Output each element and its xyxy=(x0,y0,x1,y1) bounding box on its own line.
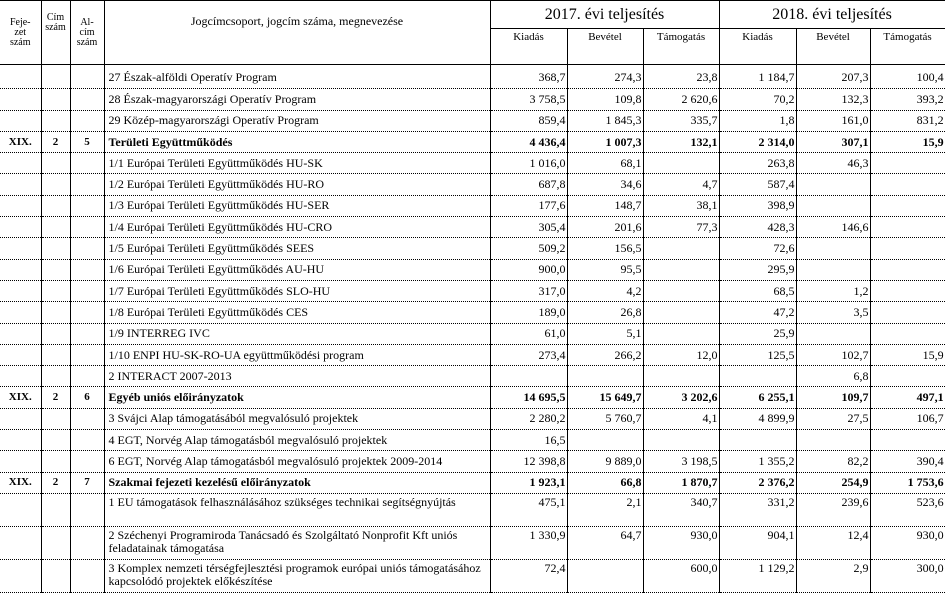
value-kiadas-2017: 61,0 xyxy=(490,323,567,344)
row-label: 1/10 ENPI HU-SK-RO-UA együttműködési program xyxy=(104,344,490,365)
row-label: 1/3 Európai Területi Együttműködés HU-SER xyxy=(104,195,490,216)
fejezet-cell xyxy=(0,217,41,238)
value-kiadas-2018: 1,8 xyxy=(719,110,796,131)
value-bevetel-2017: 4,2 xyxy=(567,280,643,301)
value-kiadas-2018: 1 355,2 xyxy=(719,451,796,472)
value-kiadas-2017: 72,4 xyxy=(490,559,567,592)
table-row xyxy=(0,68,945,89)
fejezet-cell xyxy=(0,302,41,323)
header-col-bevetel-2017: Bevétel xyxy=(567,29,643,65)
value-kiadas-2018: 2 314,0 xyxy=(719,131,796,152)
value-kiadas-2018: 295,9 xyxy=(719,259,796,280)
value-kiadas-2017: 16,5 xyxy=(490,430,567,451)
value-bevetel-2018: 3,5 xyxy=(796,302,870,323)
value-tamogatas-2018: 15,9 xyxy=(870,131,945,152)
value-bevetel-2017: 1 845,3 xyxy=(567,110,643,131)
row-label: 1/1 Európai Területi Együttműködés HU-SK xyxy=(104,153,490,174)
value-bevetel-2017: 64,7 xyxy=(567,526,643,559)
value-kiadas-2018: 1 184,7 xyxy=(719,68,796,89)
value-bevetel-2017: 1 007,3 xyxy=(567,131,643,152)
alcim-cell xyxy=(70,451,104,472)
table-row xyxy=(0,217,945,238)
value-kiadas-2017: 900,0 xyxy=(490,259,567,280)
value-kiadas-2017: 475,1 xyxy=(490,493,567,526)
value-tamogatas-2018 xyxy=(870,195,945,216)
table-row xyxy=(0,195,945,216)
value-kiadas-2018: 904,1 xyxy=(719,526,796,559)
table-row xyxy=(0,238,945,259)
value-kiadas-2017: 305,4 xyxy=(490,217,567,238)
table-row xyxy=(0,302,945,323)
alcim-cell xyxy=(70,559,104,592)
value-tamogatas-2018 xyxy=(870,238,945,259)
table-row xyxy=(0,526,945,559)
value-bevetel-2017: 201,6 xyxy=(567,217,643,238)
value-tamogatas-2017: 77,3 xyxy=(643,217,719,238)
value-tamogatas-2017: 4,7 xyxy=(643,174,719,195)
value-tamogatas-2018 xyxy=(870,302,945,323)
cim-cell xyxy=(41,526,70,559)
row-label: Egyéb uniós előirányzatok xyxy=(104,387,490,408)
alcim-cell xyxy=(70,366,104,387)
value-tamogatas-2018: 831,2 xyxy=(870,110,945,131)
value-bevetel-2017 xyxy=(567,366,643,387)
cim-cell xyxy=(41,217,70,238)
value-tamogatas-2017: 132,1 xyxy=(643,131,719,152)
value-kiadas-2018 xyxy=(719,366,796,387)
row-label: 3 Svájci Alap támogatásából megvalósuló projektek xyxy=(104,408,490,429)
fejezet-cell xyxy=(0,430,41,451)
cim-cell xyxy=(41,302,70,323)
value-kiadas-2017: 1 923,1 xyxy=(490,472,567,493)
fejezet-cell xyxy=(0,526,41,559)
table-group-row xyxy=(0,472,945,493)
cim-cell xyxy=(41,259,70,280)
row-label: 27 Észak-alföldi Operatív Program xyxy=(104,68,490,89)
value-tamogatas-2017: 12,0 xyxy=(643,344,719,365)
row-label: 1/4 Európai Területi Együttműködés HU-CRO xyxy=(104,217,490,238)
value-kiadas-2017: 1 016,0 xyxy=(490,153,567,174)
alcim-cell xyxy=(70,238,104,259)
fejezet-cell xyxy=(0,323,41,344)
value-kiadas-2017: 14 695,5 xyxy=(490,387,567,408)
alcim-cell xyxy=(70,344,104,365)
cim-cell xyxy=(41,344,70,365)
alcim-cell xyxy=(70,493,104,526)
value-bevetel-2017: 15 649,7 xyxy=(567,387,643,408)
value-bevetel-2018 xyxy=(796,195,870,216)
alcim-cell xyxy=(70,174,104,195)
value-tamogatas-2018 xyxy=(870,280,945,301)
value-tamogatas-2017 xyxy=(643,430,719,451)
value-bevetel-2018: 1,2 xyxy=(796,280,870,301)
value-tamogatas-2018: 497,1 xyxy=(870,387,945,408)
value-tamogatas-2017 xyxy=(643,323,719,344)
value-kiadas-2017: 189,0 xyxy=(490,302,567,323)
row-label: 1/7 Európai Területi Együttműködés SLO-HU xyxy=(104,280,490,301)
alcim-cell xyxy=(70,259,104,280)
fejezet-cell: XIX. xyxy=(0,472,41,493)
alcim-cell xyxy=(70,408,104,429)
fejezet-cell xyxy=(0,174,41,195)
value-bevetel-2017: 2,1 xyxy=(567,493,643,526)
value-bevetel-2018: 82,2 xyxy=(796,451,870,472)
value-kiadas-2017: 2 280,2 xyxy=(490,408,567,429)
value-kiadas-2017: 687,8 xyxy=(490,174,567,195)
value-kiadas-2017: 177,6 xyxy=(490,195,567,216)
fejezet-cell xyxy=(0,110,41,131)
header-col-kiadas-2017: Kiadás xyxy=(490,29,567,65)
alcim-cell xyxy=(70,526,104,559)
alcim-cell: 5 xyxy=(70,131,104,152)
value-kiadas-2018: 4 899,9 xyxy=(719,408,796,429)
value-bevetel-2018 xyxy=(796,238,870,259)
value-bevetel-2018: 109,7 xyxy=(796,387,870,408)
value-bevetel-2018: 146,6 xyxy=(796,217,870,238)
value-tamogatas-2018 xyxy=(870,366,945,387)
value-kiadas-2017: 3 758,5 xyxy=(490,89,567,110)
value-tamogatas-2017 xyxy=(643,238,719,259)
alcim-cell xyxy=(70,153,104,174)
fejezet-cell xyxy=(0,280,41,301)
fejezet-cell: XIX. xyxy=(0,131,41,152)
header-col-bevetel-2018: Bevétel xyxy=(796,29,870,65)
value-bevetel-2018 xyxy=(796,430,870,451)
cim-cell xyxy=(41,366,70,387)
value-bevetel-2018: 207,3 xyxy=(796,68,870,89)
value-tamogatas-2017: 1 870,7 xyxy=(643,472,719,493)
header-col-tamogatas-2018: Támogatás xyxy=(870,29,945,65)
value-kiadas-2018: 2 376,2 xyxy=(719,472,796,493)
cim-cell xyxy=(41,451,70,472)
alcim-cell: 6 xyxy=(70,387,104,408)
fejezet-cell xyxy=(0,259,41,280)
value-kiadas-2018: 428,3 xyxy=(719,217,796,238)
cim-cell xyxy=(41,89,70,110)
table-row xyxy=(0,174,945,195)
value-bevetel-2018: 46,3 xyxy=(796,153,870,174)
alcim-cell xyxy=(70,217,104,238)
header-cim: Cím szám xyxy=(41,1,70,65)
table-row xyxy=(0,493,945,526)
value-bevetel-2018: 6,8 xyxy=(796,366,870,387)
value-kiadas-2018: 47,2 xyxy=(719,302,796,323)
value-tamogatas-2017: 23,8 xyxy=(643,68,719,89)
cim-cell xyxy=(41,153,70,174)
value-kiadas-2017: 317,0 xyxy=(490,280,567,301)
value-kiadas-2018: 25,9 xyxy=(719,323,796,344)
value-bevetel-2018: 102,7 xyxy=(796,344,870,365)
cim-cell xyxy=(41,195,70,216)
row-label: Szakmai fejezeti kezelésű előirányzatok xyxy=(104,472,490,493)
value-tamogatas-2018 xyxy=(870,430,945,451)
cim-cell: 2 xyxy=(41,387,70,408)
fejezet-cell xyxy=(0,344,41,365)
value-bevetel-2017: 34,6 xyxy=(567,174,643,195)
value-tamogatas-2018 xyxy=(870,174,945,195)
fejezet-cell xyxy=(0,238,41,259)
value-tamogatas-2017: 600,0 xyxy=(643,559,719,592)
value-kiadas-2017: 4 436,4 xyxy=(490,131,567,152)
fejezet-cell xyxy=(0,408,41,429)
table-row xyxy=(0,89,945,110)
row-label: 3 Komplex nemzeti térségfejlesztési programok európai uniós támogatásához kapcsolódó projektek előkészítése xyxy=(104,559,490,592)
fejezet-cell xyxy=(0,366,41,387)
value-tamogatas-2018 xyxy=(870,259,945,280)
row-label: 2 Széchenyi Programiroda Tanácsadó és Szolgáltató Nonprofit Kft uniós feladatainak támogatása xyxy=(104,526,490,559)
value-kiadas-2018: 72,6 xyxy=(719,238,796,259)
fejezet-cell xyxy=(0,68,41,89)
value-tamogatas-2017: 4,1 xyxy=(643,408,719,429)
value-bevetel-2018: 132,3 xyxy=(796,89,870,110)
table-group-row xyxy=(0,387,945,408)
value-kiadas-2017: 509,2 xyxy=(490,238,567,259)
header-alcim: Al- cím szám xyxy=(70,1,104,65)
value-tamogatas-2017 xyxy=(643,366,719,387)
value-bevetel-2017 xyxy=(567,559,643,592)
table-row xyxy=(0,153,945,174)
value-kiadas-2018 xyxy=(719,430,796,451)
value-tamogatas-2017 xyxy=(643,153,719,174)
value-bevetel-2018: 239,6 xyxy=(796,493,870,526)
row-label: 1/6 Európai Területi Együttműködés AU-HU xyxy=(104,259,490,280)
alcim-cell xyxy=(70,89,104,110)
value-kiadas-2017: 859,4 xyxy=(490,110,567,131)
value-kiadas-2018: 6 255,1 xyxy=(719,387,796,408)
cim-cell: 2 xyxy=(41,472,70,493)
fejezet-cell: XIX. xyxy=(0,387,41,408)
value-kiadas-2018: 70,2 xyxy=(719,89,796,110)
value-kiadas-2018: 398,9 xyxy=(719,195,796,216)
value-kiadas-2018: 263,8 xyxy=(719,153,796,174)
alcim-cell xyxy=(70,195,104,216)
alcim-cell xyxy=(70,323,104,344)
value-kiadas-2018: 68,5 xyxy=(719,280,796,301)
table-row xyxy=(0,451,945,472)
value-bevetel-2018: 254,9 xyxy=(796,472,870,493)
value-bevetel-2018: 2,9 xyxy=(796,559,870,592)
row-label: 4 EGT, Norvég Alap támogatásból megvalósuló projektek xyxy=(104,430,490,451)
fejezet-cell xyxy=(0,153,41,174)
value-tamogatas-2017: 2 620,6 xyxy=(643,89,719,110)
value-bevetel-2018 xyxy=(796,323,870,344)
value-tamogatas-2018 xyxy=(870,217,945,238)
row-label: 1/5 Európai Területi Együttműködés SEES xyxy=(104,238,490,259)
cim-cell xyxy=(41,493,70,526)
value-tamogatas-2018: 930,0 xyxy=(870,526,945,559)
value-tamogatas-2018: 106,7 xyxy=(870,408,945,429)
table-body xyxy=(0,68,945,593)
value-tamogatas-2017 xyxy=(643,259,719,280)
fejezet-cell xyxy=(0,195,41,216)
alcim-cell xyxy=(70,280,104,301)
row-label: 6 EGT, Norvég Alap támogatásból megvalósuló projektek 2009-2014 xyxy=(104,451,490,472)
table-row xyxy=(0,280,945,301)
fejezet-cell xyxy=(0,559,41,592)
row-label: 28 Észak-magyarországi Operatív Program xyxy=(104,89,490,110)
row-label: 1/9 INTERREG IVC xyxy=(104,323,490,344)
alcim-cell xyxy=(70,430,104,451)
header-year-2017: 2017. évi teljesítés xyxy=(490,1,719,29)
cim-cell xyxy=(41,559,70,592)
value-bevetel-2017: 95,5 xyxy=(567,259,643,280)
alcim-cell xyxy=(70,68,104,89)
value-tamogatas-2018 xyxy=(870,323,945,344)
table-row xyxy=(0,110,945,131)
value-kiadas-2018: 587,4 xyxy=(719,174,796,195)
value-bevetel-2017: 156,5 xyxy=(567,238,643,259)
cim-cell xyxy=(41,110,70,131)
value-tamogatas-2018: 15,9 xyxy=(870,344,945,365)
cim-cell: 2 xyxy=(41,131,70,152)
header-year-2018: 2018. évi teljesítés xyxy=(719,1,945,29)
fejezet-cell xyxy=(0,493,41,526)
value-tamogatas-2018: 523,6 xyxy=(870,493,945,526)
row-label: 2 INTERACT 2007-2013 xyxy=(104,366,490,387)
value-kiadas-2017: 1 330,9 xyxy=(490,526,567,559)
value-tamogatas-2017: 340,7 xyxy=(643,493,719,526)
value-bevetel-2017: 9 889,0 xyxy=(567,451,643,472)
table-row xyxy=(0,366,945,387)
table-row xyxy=(0,408,945,429)
value-bevetel-2018: 12,4 xyxy=(796,526,870,559)
value-tamogatas-2017 xyxy=(643,302,719,323)
table-row xyxy=(0,323,945,344)
value-bevetel-2017: 266,2 xyxy=(567,344,643,365)
value-bevetel-2017: 68,1 xyxy=(567,153,643,174)
header-fejezet: Feje- zet szám xyxy=(0,1,41,65)
table-row xyxy=(0,430,945,451)
table-row xyxy=(0,259,945,280)
value-bevetel-2017: 274,3 xyxy=(567,68,643,89)
value-tamogatas-2017: 3 198,5 xyxy=(643,451,719,472)
value-kiadas-2017: 368,7 xyxy=(490,68,567,89)
cim-cell xyxy=(41,430,70,451)
table-group-row xyxy=(0,131,945,152)
cim-cell xyxy=(41,68,70,89)
value-tamogatas-2017 xyxy=(643,280,719,301)
row-label: Területi Együttműködés xyxy=(104,131,490,152)
value-kiadas-2018: 331,2 xyxy=(719,493,796,526)
value-bevetel-2017 xyxy=(567,430,643,451)
value-tamogatas-2018: 393,2 xyxy=(870,89,945,110)
value-bevetel-2017: 26,8 xyxy=(567,302,643,323)
value-bevetel-2018: 161,0 xyxy=(796,110,870,131)
header-col-tamogatas-2017: Támogatás xyxy=(643,29,719,65)
row-label: 1 EU támogatások felhasználásához szükséges technikai segítségnyújtás xyxy=(104,493,490,526)
value-tamogatas-2018: 100,4 xyxy=(870,68,945,89)
value-bevetel-2017: 66,8 xyxy=(567,472,643,493)
cim-cell xyxy=(41,408,70,429)
value-tamogatas-2017: 3 202,6 xyxy=(643,387,719,408)
value-kiadas-2018: 1 129,2 xyxy=(719,559,796,592)
table-row xyxy=(0,559,945,592)
row-label: 29 Közép-magyarországi Operatív Program xyxy=(104,110,490,131)
value-kiadas-2018: 125,5 xyxy=(719,344,796,365)
cim-cell xyxy=(41,238,70,259)
value-bevetel-2018: 27,5 xyxy=(796,408,870,429)
header-title: Jogcímcsoport, jogcím száma, megnevezése xyxy=(104,1,490,65)
value-tamogatas-2018: 390,4 xyxy=(870,451,945,472)
value-tamogatas-2017: 335,7 xyxy=(643,110,719,131)
value-bevetel-2017: 109,8 xyxy=(567,89,643,110)
value-bevetel-2017: 148,7 xyxy=(567,195,643,216)
value-tamogatas-2018 xyxy=(870,153,945,174)
cim-cell xyxy=(41,174,70,195)
row-label: 1/2 Európai Területi Együttműködés HU-RO xyxy=(104,174,490,195)
value-bevetel-2017: 5,1 xyxy=(567,323,643,344)
alcim-cell xyxy=(70,302,104,323)
value-tamogatas-2018: 1 753,6 xyxy=(870,472,945,493)
alcim-cell: 7 xyxy=(70,472,104,493)
value-kiadas-2017: 12 398,8 xyxy=(490,451,567,472)
row-label: 1/8 Európai Területi Együttműködés CES xyxy=(104,302,490,323)
value-bevetel-2018: 307,1 xyxy=(796,131,870,152)
value-tamogatas-2018: 300,0 xyxy=(870,559,945,592)
table-row xyxy=(0,344,945,365)
cim-cell xyxy=(41,323,70,344)
header-col-kiadas-2018: Kiadás xyxy=(719,29,796,65)
value-tamogatas-2017: 38,1 xyxy=(643,195,719,216)
value-bevetel-2018 xyxy=(796,259,870,280)
value-kiadas-2017: 273,4 xyxy=(490,344,567,365)
value-tamogatas-2017: 930,0 xyxy=(643,526,719,559)
value-bevetel-2017: 5 760,7 xyxy=(567,408,643,429)
alcim-cell xyxy=(70,110,104,131)
fejezet-cell xyxy=(0,451,41,472)
value-kiadas-2017 xyxy=(490,366,567,387)
fejezet-cell xyxy=(0,89,41,110)
cim-cell xyxy=(41,280,70,301)
value-bevetel-2018 xyxy=(796,174,870,195)
